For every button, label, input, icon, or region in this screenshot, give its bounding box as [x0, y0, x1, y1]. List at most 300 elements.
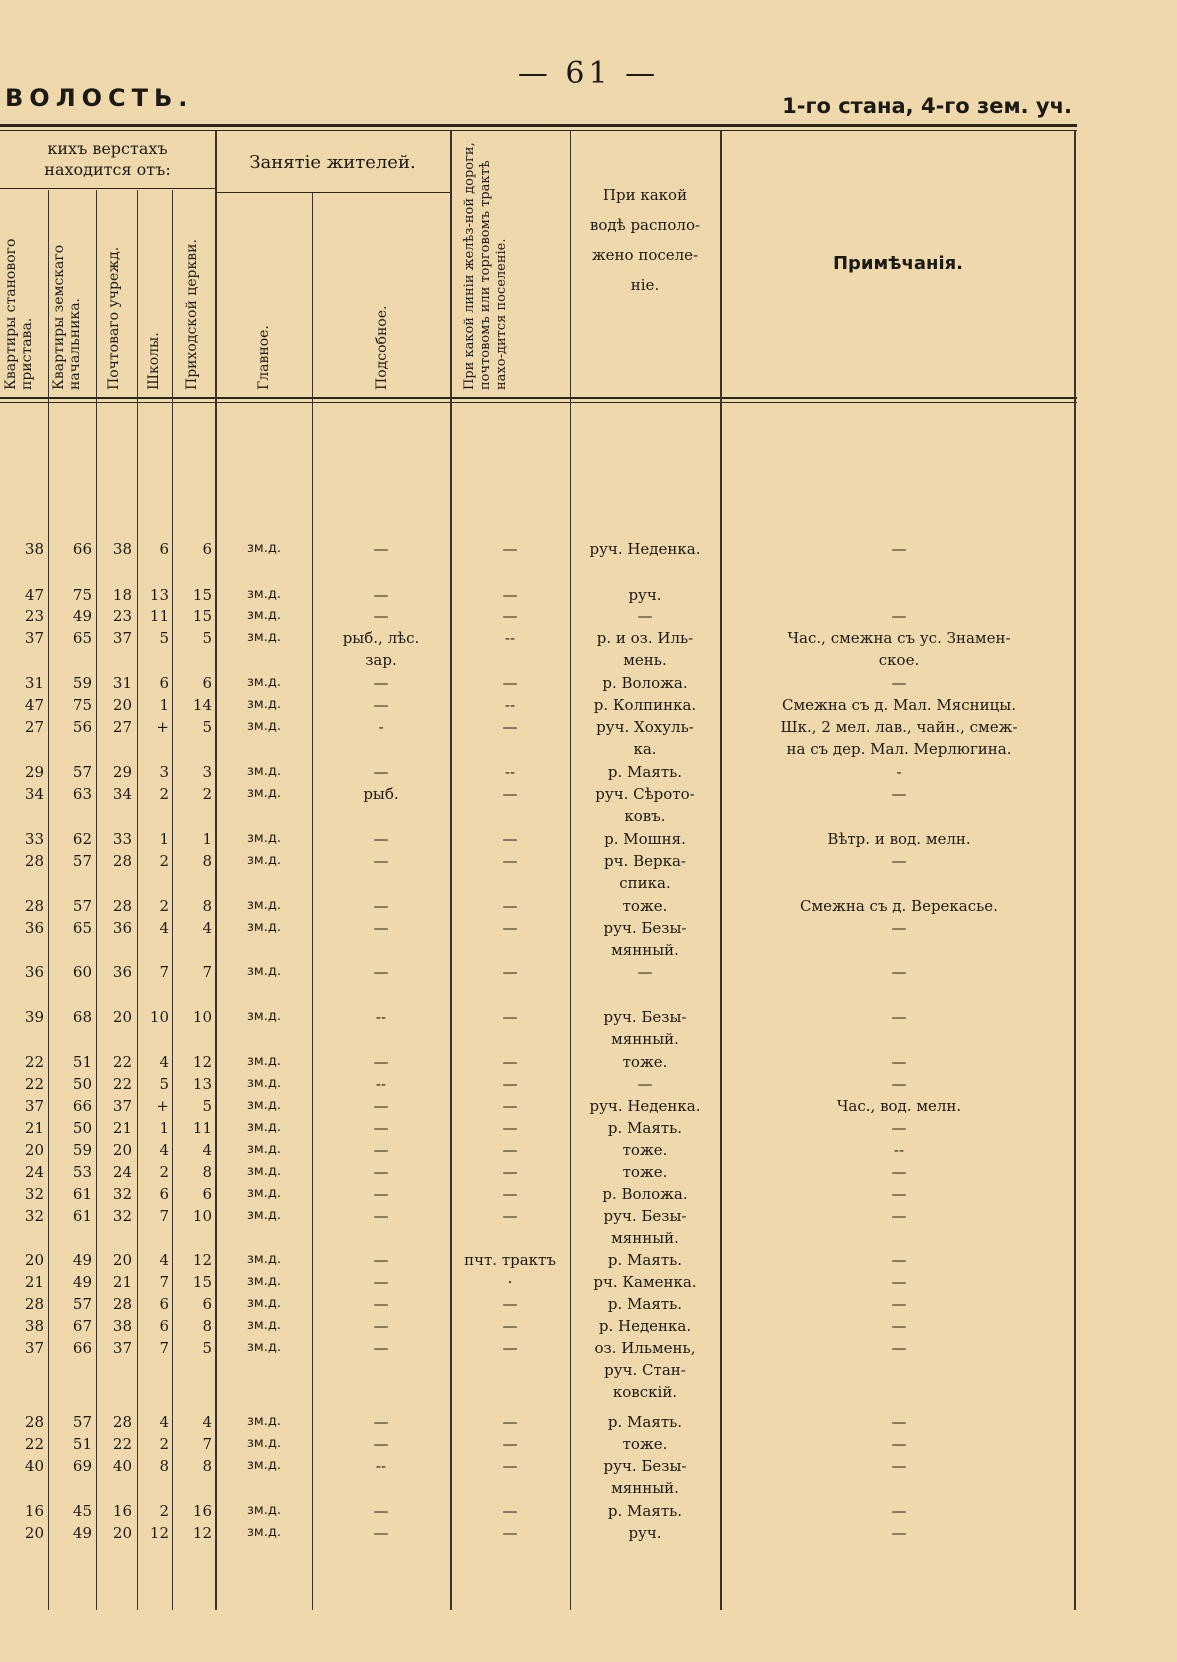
cell-water-line: р. Воложа. — [602, 1185, 688, 1203]
cell-school-line: 4 — [159, 1053, 169, 1071]
cell-zem-line: 65 — [72, 919, 92, 937]
distance-group-rule — [0, 188, 215, 189]
cell-notes — [724, 716, 1074, 760]
cell-side-line: -- — [375, 1008, 387, 1026]
cell-side — [314, 1095, 448, 1117]
col-header-post-text: Почтоваго учрежд. — [106, 246, 122, 390]
cell-zem — [50, 1117, 92, 1139]
cell-stan — [0, 895, 44, 917]
cell-zem-line: 45 — [72, 1502, 92, 1520]
cell-main-line: зм.д. — [247, 1436, 281, 1451]
cell-main — [218, 694, 310, 716]
cell-school — [139, 1161, 169, 1183]
col-header-water-line2: водѣ располо- — [589, 216, 701, 234]
cell-road-line: — — [502, 1295, 518, 1313]
cell-post — [98, 605, 132, 627]
cell-school-line: 1 — [159, 1119, 169, 1137]
cell-school — [139, 1139, 169, 1161]
col-header-notes: Примѣчанія. — [832, 253, 964, 274]
cell-notes — [724, 1117, 1074, 1139]
cell-main-line: зм.д. — [247, 1458, 281, 1473]
cell-church — [174, 1249, 212, 1271]
cell-main-line: зм.д. — [247, 786, 281, 801]
col-header-post — [106, 210, 128, 390]
cell-church-line: 5 — [202, 629, 212, 647]
cell-zem-line: 61 — [72, 1207, 92, 1225]
cell-road — [452, 1051, 568, 1073]
cell-school-line: 6 — [159, 1317, 169, 1335]
cell-post — [98, 538, 132, 560]
cell-notes-line: — — [891, 1339, 907, 1357]
cell-stan-line: 21 — [24, 1119, 44, 1137]
cell-water — [572, 1455, 718, 1499]
cell-church-line: 16 — [192, 1502, 212, 1520]
cell-road-line: — — [502, 852, 518, 870]
cell-school-line: 6 — [159, 540, 169, 558]
cell-road — [452, 538, 568, 560]
cell-stan-line: 37 — [24, 1097, 44, 1115]
cell-side — [314, 761, 448, 783]
cell-side-line: — — [373, 1119, 389, 1137]
col-header-main-text: Главное. — [256, 325, 272, 390]
cell-main — [218, 895, 310, 917]
cell-road-line: — — [502, 1317, 518, 1335]
cell-side — [314, 1006, 448, 1028]
cell-church — [174, 1522, 212, 1544]
cell-water — [572, 850, 718, 894]
cell-main — [218, 1455, 310, 1477]
cell-school-line: 7 — [159, 1207, 169, 1225]
cell-notes-line: Шк., 2 мел. лав., чайн., смеж- — [780, 718, 1018, 736]
cell-road — [452, 1073, 568, 1095]
cell-zem — [50, 1337, 92, 1359]
cell-notes — [724, 1433, 1074, 1455]
cell-church — [174, 850, 212, 872]
cell-water-line: р. Маять. — [607, 1413, 683, 1431]
cell-main-line: зм.д. — [247, 1252, 281, 1267]
cell-school-line: 8 — [159, 1457, 169, 1475]
cell-church-line: 14 — [192, 696, 212, 714]
cell-school-line: 2 — [159, 1502, 169, 1520]
column-divider — [48, 190, 49, 1610]
cell-stan-line: 32 — [24, 1207, 44, 1225]
cell-stan — [0, 828, 44, 850]
cell-notes — [724, 627, 1074, 671]
cell-road — [452, 1205, 568, 1227]
cell-church-line: 4 — [202, 919, 212, 937]
cell-zem — [50, 1073, 92, 1095]
cell-main — [218, 1249, 310, 1271]
top-rule — [0, 124, 1077, 127]
cell-post-line: 28 — [112, 1295, 132, 1313]
cell-road-line: — — [502, 1457, 518, 1475]
cell-zem — [50, 1522, 92, 1544]
cell-zem-line: 68 — [72, 1008, 92, 1026]
cell-stan — [0, 584, 44, 606]
cell-main — [218, 961, 310, 983]
cell-post — [98, 1455, 132, 1477]
cell-stan-line: 28 — [24, 1413, 44, 1431]
cell-school — [139, 1337, 169, 1359]
cell-notes-line: — — [891, 785, 907, 803]
cell-side-line: — — [373, 674, 389, 692]
cell-stan — [0, 1051, 44, 1073]
col-header-side-text: Подсобное. — [374, 305, 390, 390]
cell-side — [314, 1315, 448, 1337]
cell-zem — [50, 1271, 92, 1293]
cell-post — [98, 1095, 132, 1117]
cell-main — [218, 716, 310, 738]
cell-side — [314, 1205, 448, 1227]
cell-main-line: зм.д. — [247, 1098, 281, 1113]
col-header-water-line3: жено поселе- — [591, 246, 699, 264]
cell-notes-line: — — [891, 1251, 907, 1269]
cell-post-line: 28 — [112, 1413, 132, 1431]
cell-water-line: руч. Неденка. — [589, 540, 701, 558]
cell-zem-line: 75 — [72, 696, 92, 714]
cell-road — [452, 850, 568, 872]
cell-side-line: — — [373, 1251, 389, 1269]
cell-church — [174, 1095, 212, 1117]
cell-school — [139, 1006, 169, 1028]
cell-main-line: зм.д. — [247, 1208, 281, 1223]
cell-post-line: 38 — [112, 1317, 132, 1335]
col-header-zemsky — [51, 200, 93, 390]
cell-stan — [0, 1117, 44, 1139]
cell-main-line: зм.д. — [247, 630, 281, 645]
cell-stan — [0, 1433, 44, 1455]
cell-zem-line: 63 — [72, 785, 92, 803]
cell-main-line: зм.д. — [247, 1009, 281, 1024]
cell-side-line: — — [373, 1524, 389, 1542]
cell-post-line: 37 — [112, 1097, 132, 1115]
cell-zem — [50, 1411, 92, 1433]
cell-zem-line: 57 — [72, 1413, 92, 1431]
cell-post — [98, 850, 132, 872]
cell-church-line: 12 — [192, 1251, 212, 1269]
cell-notes — [724, 1095, 1074, 1117]
cell-road — [452, 1293, 568, 1315]
col-header-stan — [3, 200, 45, 390]
cell-church-line: 8 — [202, 897, 212, 915]
cell-church — [174, 672, 212, 694]
cell-water — [572, 1411, 718, 1433]
cell-road-line: — — [502, 1053, 518, 1071]
cell-water — [572, 627, 718, 671]
cell-road — [452, 694, 568, 716]
cell-church — [174, 828, 212, 850]
cell-side-line: — — [373, 540, 389, 558]
cell-side — [314, 783, 448, 805]
cell-side — [314, 716, 448, 738]
cell-zem-line: 49 — [72, 607, 92, 625]
cell-stan — [0, 1315, 44, 1337]
cell-church-line: 7 — [202, 963, 212, 981]
cell-post — [98, 1117, 132, 1139]
cell-notes — [724, 917, 1074, 939]
cell-side — [314, 1500, 448, 1522]
cell-water-line: р. Мошня. — [604, 830, 686, 848]
cell-stan — [0, 850, 44, 872]
cell-main — [218, 672, 310, 694]
cell-water-line: р. Маять. — [607, 763, 683, 781]
cell-notes — [724, 1183, 1074, 1205]
distance-group-line2: находится отъ: — [44, 160, 171, 179]
cell-stan — [0, 917, 44, 939]
col-header-church — [184, 210, 204, 390]
cell-church-line: 4 — [202, 1141, 212, 1159]
cell-school-line: 4 — [159, 919, 169, 937]
cell-stan-line: 37 — [24, 629, 44, 647]
cell-side — [314, 694, 448, 716]
cell-road — [452, 605, 568, 627]
cell-road — [452, 1500, 568, 1522]
cell-water-line2: мянный. — [611, 1229, 679, 1247]
cell-main — [218, 1522, 310, 1544]
cell-school-line: 1 — [159, 830, 169, 848]
cell-main — [218, 1139, 310, 1161]
cell-stan — [0, 1161, 44, 1183]
cell-road-line: — — [502, 1185, 518, 1203]
cell-main — [218, 761, 310, 783]
cell-school-line: 2 — [159, 897, 169, 915]
district-title: 1-го стана, 4-го зем. уч. — [782, 94, 1072, 118]
cell-stan-line: 20 — [24, 1524, 44, 1542]
cell-road-line: — — [502, 1097, 518, 1115]
cell-church — [174, 1161, 212, 1183]
cell-road — [452, 895, 568, 917]
cell-water-line: тоже. — [622, 897, 668, 915]
cell-post — [98, 1249, 132, 1271]
cell-stan — [0, 1249, 44, 1271]
cell-zem-line: 49 — [72, 1524, 92, 1542]
cell-stan — [0, 1139, 44, 1161]
cell-post — [98, 672, 132, 694]
cell-road — [452, 716, 568, 738]
cell-road-line: — — [502, 919, 518, 937]
cell-church — [174, 1183, 212, 1205]
cell-side-line: — — [373, 1435, 389, 1453]
cell-road-line: -- — [504, 763, 516, 781]
cell-stan-line: 28 — [24, 1295, 44, 1313]
cell-post-line: 32 — [112, 1207, 132, 1225]
cell-side-line: — — [373, 1273, 389, 1291]
cell-stan — [0, 672, 44, 694]
cell-main — [218, 1205, 310, 1227]
cell-side — [314, 961, 448, 983]
cell-side-line: — — [373, 919, 389, 937]
cell-zem — [50, 1161, 92, 1183]
cell-road — [452, 1161, 568, 1183]
cell-water — [572, 1161, 718, 1183]
cell-church-line: 5 — [202, 1097, 212, 1115]
cell-stan — [0, 1271, 44, 1293]
cell-water-line: — — [637, 1075, 653, 1093]
cell-notes-line: Смежна съ д. Верекасье. — [800, 897, 998, 915]
cell-side-line: — — [373, 607, 389, 625]
cell-notes — [724, 761, 1074, 783]
cell-water — [572, 1500, 718, 1522]
cell-stan-line: 32 — [24, 1185, 44, 1203]
cell-zem — [50, 1006, 92, 1028]
cell-stan-line: 21 — [24, 1273, 44, 1291]
cell-notes-line: — — [891, 963, 907, 981]
cell-main-line: зм.д. — [247, 719, 281, 734]
cell-post-line: 27 — [112, 718, 132, 736]
cell-side — [314, 1183, 448, 1205]
cell-water-line: рч. Верка- — [604, 852, 686, 870]
cell-water-line: — — [637, 963, 653, 981]
cell-notes-line: — — [891, 919, 907, 937]
cell-school — [139, 672, 169, 694]
cell-notes — [724, 1337, 1074, 1359]
cell-zem-line: 75 — [72, 586, 92, 604]
cell-road-line: — — [502, 1163, 518, 1181]
cell-road-line: — — [502, 1207, 518, 1225]
cell-zem — [50, 538, 92, 560]
cell-side — [314, 1455, 448, 1477]
cell-main-line: зм.д. — [247, 853, 281, 868]
cell-church-line: 12 — [192, 1524, 212, 1542]
cell-post — [98, 828, 132, 850]
cell-water — [572, 1139, 718, 1161]
cell-water-line: тоже. — [622, 1053, 668, 1071]
cell-post-line: 31 — [112, 674, 132, 692]
cell-main — [218, 627, 310, 649]
col-header-side — [374, 280, 392, 390]
cell-main — [218, 850, 310, 872]
cell-school — [139, 1500, 169, 1522]
cell-school — [139, 1205, 169, 1227]
cell-water — [572, 1249, 718, 1271]
cell-zem — [50, 761, 92, 783]
cell-school — [139, 1315, 169, 1337]
cell-stan — [0, 1095, 44, 1117]
cell-stan-line: 23 — [24, 607, 44, 625]
cell-church-line: 15 — [192, 1273, 212, 1291]
cell-stan-line: 16 — [24, 1502, 44, 1520]
cell-church — [174, 1433, 212, 1455]
cell-post — [98, 584, 132, 606]
cell-school-line: 2 — [159, 1435, 169, 1453]
cell-church — [174, 961, 212, 983]
cell-water-line: р. Маять. — [607, 1295, 683, 1313]
cell-stan-line: 38 — [24, 1317, 44, 1335]
cell-stan-line: 37 — [24, 1339, 44, 1357]
cell-school-line: 7 — [159, 1273, 169, 1291]
cell-notes-line: — — [891, 1524, 907, 1542]
cell-notes — [724, 1006, 1074, 1028]
cell-side-line: -- — [375, 1457, 387, 1475]
cell-stan — [0, 538, 44, 560]
cell-road-line: -- — [504, 696, 516, 714]
cell-notes — [724, 1500, 1074, 1522]
column-divider — [137, 190, 138, 1610]
cell-school-line: 6 — [159, 1295, 169, 1313]
cell-side — [314, 895, 448, 917]
cell-post-line: 36 — [112, 919, 132, 937]
cell-main-line: зм.д. — [247, 587, 281, 602]
cell-zem-line: 65 — [72, 629, 92, 647]
column-divider — [570, 131, 571, 1610]
cell-notes-line: — — [891, 1435, 907, 1453]
cell-school-line: 2 — [159, 1163, 169, 1181]
cell-water-line: р. и оз. Иль- — [596, 629, 694, 647]
cell-stan-line: 28 — [24, 897, 44, 915]
cell-main-line: зм.д. — [247, 964, 281, 979]
cell-post — [98, 1073, 132, 1095]
occupation-group-header: Занятіе жителей. — [249, 152, 416, 173]
cell-notes-line: — — [891, 852, 907, 870]
cell-notes — [724, 783, 1074, 805]
cell-side-line: — — [373, 1207, 389, 1225]
cell-side — [314, 1051, 448, 1073]
cell-water — [572, 961, 718, 983]
cell-post-line: 18 — [112, 586, 132, 604]
cell-zem — [50, 1500, 92, 1522]
cell-water-line: р. Воложа. — [602, 674, 688, 692]
cell-zem-line: 66 — [72, 540, 92, 558]
cell-post-line: 22 — [112, 1053, 132, 1071]
cell-main-line: зм.д. — [247, 541, 281, 556]
cell-side-line: — — [373, 852, 389, 870]
cell-side — [314, 1139, 448, 1161]
cell-side-line: — — [373, 1163, 389, 1181]
cell-notes — [724, 1161, 1074, 1183]
cell-post — [98, 917, 132, 939]
cell-notes-line: — — [891, 1457, 907, 1475]
cell-zem-line: 51 — [72, 1435, 92, 1453]
cell-notes-line: — — [891, 607, 907, 625]
header-bottom-rule-thin — [0, 402, 1077, 403]
cell-water — [572, 1006, 718, 1050]
cell-post — [98, 761, 132, 783]
cell-post — [98, 1522, 132, 1544]
cell-water-line: руч. Безы- — [603, 1008, 687, 1026]
cell-road — [452, 1433, 568, 1455]
cell-main-line: зм.д. — [247, 1274, 281, 1289]
cell-side-line: — — [373, 1097, 389, 1115]
cell-water — [572, 1293, 718, 1315]
cell-zem — [50, 1051, 92, 1073]
cell-side-line: — — [373, 1339, 389, 1357]
cell-school — [139, 1095, 169, 1117]
cell-church — [174, 1315, 212, 1337]
cell-church — [174, 1205, 212, 1227]
cell-notes-line: — — [891, 1317, 907, 1335]
cell-school-line: + — [156, 1097, 169, 1115]
cell-zem-line: 67 — [72, 1317, 92, 1335]
cell-side-line: — — [373, 897, 389, 915]
cell-post-line: 20 — [112, 1524, 132, 1542]
cell-main — [218, 1117, 310, 1139]
cell-main-line: зм.д. — [247, 1076, 281, 1091]
volost-title: ВОЛОСТЬ. — [5, 84, 194, 112]
cell-school — [139, 1073, 169, 1095]
cell-water — [572, 1315, 718, 1337]
cell-stan — [0, 1522, 44, 1544]
cell-church-line: 7 — [202, 1435, 212, 1453]
cell-school-line: 10 — [149, 1008, 169, 1026]
cell-school-line: 4 — [159, 1141, 169, 1159]
cell-zem — [50, 1139, 92, 1161]
cell-post-line: 32 — [112, 1185, 132, 1203]
cell-main-line: зм.д. — [247, 1525, 281, 1540]
cell-main — [218, 828, 310, 850]
cell-church — [174, 1293, 212, 1315]
cell-church — [174, 1006, 212, 1028]
cell-main — [218, 1006, 310, 1028]
